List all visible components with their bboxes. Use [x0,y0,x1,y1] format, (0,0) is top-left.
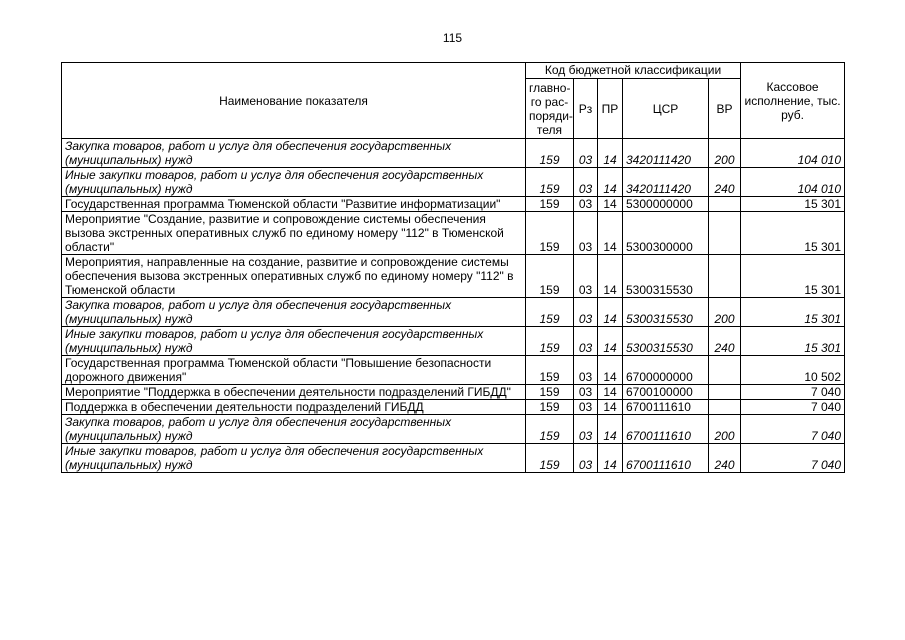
cell-csr: 3420111420 [623,139,709,168]
cell-vr [709,212,741,255]
cell-glavny: 159 [526,298,574,327]
cell-pr: 14 [598,385,623,400]
table-row [62,356,845,385]
header-row-top [62,63,845,79]
cell-vr: 200 [709,415,741,444]
table-body [62,139,845,473]
cell-glavny: 159 [526,444,574,473]
cell-rz: 03 [574,327,598,356]
table-row [62,385,845,400]
table-row [62,400,845,415]
cell-amount: 7 040 [741,415,845,444]
cell-rz: 03 [574,139,598,168]
cell-vr [709,197,741,212]
cell-vr [709,356,741,385]
header-rz: Рз [574,79,598,139]
cell-vr [709,385,741,400]
cell-csr: 5300315530 [623,327,709,356]
cell-name: Иные закупки товаров, работ и услуг для обеспечения государственных (муниципальных) нужд [62,444,526,473]
cell-amount: 104 010 [741,168,845,197]
cell-csr: 6700100000 [623,385,709,400]
cell-vr: 240 [709,327,741,356]
cell-amount: 15 301 [741,327,845,356]
cell-name: Иные закупки товаров, работ и услуг для обеспечения государственных (муниципальных) нужд [62,327,526,356]
table-row [62,298,845,327]
table-row [62,255,845,298]
table-row [62,444,845,473]
cell-amount: 10 502 [741,356,845,385]
cell-pr: 14 [598,444,623,473]
cell-csr: 3420111420 [623,168,709,197]
cell-glavny: 159 [526,415,574,444]
cell-vr: 240 [709,168,741,197]
cell-rz: 03 [574,255,598,298]
table-header [62,63,845,139]
cell-csr: 6700111610 [623,444,709,473]
cell-name: Поддержка в обеспечении деятельности подразделений ГИБДД [62,400,526,415]
cell-rz: 03 [574,385,598,400]
cell-name: Закупка товаров, работ и услуг для обеспечения государственных (муниципальных) нужд [62,298,526,327]
cell-pr: 14 [598,400,623,415]
cell-glavny: 159 [526,327,574,356]
cell-name: Мероприятие "Поддержка в обеспечении деятельности подразделений ГИБДД" [62,385,526,400]
cell-glavny: 159 [526,400,574,415]
table-row [62,415,845,444]
header-name: Наименование показателя [62,63,526,139]
cell-glavny: 159 [526,356,574,385]
page-number: 115 [442,31,463,45]
cell-pr: 14 [598,212,623,255]
table-row [62,327,845,356]
header-csr: ЦСР [623,79,709,139]
cell-pr: 14 [598,168,623,197]
cell-name: Государственная программа Тюменской области "Развитие информатизации" [62,197,526,212]
cell-name: Закупка товаров, работ и услуг для обеспечения государственных (муниципальных) нужд [62,415,526,444]
cell-name: Государственная программа Тюменской области "Повышение безопасности дорожного движения" [62,356,526,385]
cell-glavny: 159 [526,212,574,255]
cell-amount: 15 301 [741,298,845,327]
cell-rz: 03 [574,400,598,415]
cell-rz: 03 [574,356,598,385]
cell-vr: 200 [709,298,741,327]
header-amount: Кассовое исполнение, тыс. руб. [741,63,845,139]
header-vr: ВР [709,79,741,139]
cell-name: Мероприятия, направленные на создание, развитие и сопровождение системы обеспечения вызова экстренных оперативных служб по единому номеру "112" в Тюменской области [62,255,526,298]
cell-amount: 104 010 [741,139,845,168]
table-row [62,197,845,212]
cell-amount: 15 301 [741,197,845,212]
cell-amount: 7 040 [741,400,845,415]
cell-vr: 240 [709,444,741,473]
cell-pr: 14 [598,255,623,298]
cell-csr: 5300315530 [623,298,709,327]
cell-glavny: 159 [526,255,574,298]
cell-csr: 5300300000 [623,212,709,255]
cell-rz: 03 [574,168,598,197]
cell-amount: 7 040 [741,385,845,400]
cell-glavny: 159 [526,385,574,400]
cell-vr [709,400,741,415]
cell-pr: 14 [598,139,623,168]
header-glavny: главно-го рас-поряди-теля [526,79,574,139]
cell-rz: 03 [574,298,598,327]
cell-name: Мероприятие "Создание, развитие и сопровождение системы обеспечения вызова экстренных оперативных служб по единому номеру "112" в Тюменской области" [62,212,526,255]
cell-pr: 14 [598,327,623,356]
cell-glavny: 159 [526,168,574,197]
cell-pr: 14 [598,415,623,444]
budget-table [61,62,845,473]
table-row [62,139,845,168]
cell-glavny: 159 [526,197,574,212]
cell-csr: 6700111610 [623,415,709,444]
cell-name: Иные закупки товаров, работ и услуг для обеспечения государственных (муниципальных) нужд [62,168,526,197]
cell-csr: 6700111610 [623,400,709,415]
cell-vr: 200 [709,139,741,168]
cell-rz: 03 [574,415,598,444]
table-row [62,212,845,255]
cell-amount: 15 301 [741,255,845,298]
cell-pr: 14 [598,197,623,212]
cell-amount: 7 040 [741,444,845,473]
cell-rz: 03 [574,197,598,212]
cell-rz: 03 [574,212,598,255]
cell-amount: 15 301 [741,212,845,255]
header-pr: ПР [598,79,623,139]
cell-pr: 14 [598,298,623,327]
cell-rz: 03 [574,444,598,473]
table-row [62,168,845,197]
cell-csr: 5300000000 [623,197,709,212]
cell-glavny: 159 [526,139,574,168]
cell-vr [709,255,741,298]
cell-csr: 6700000000 [623,356,709,385]
cell-name: Закупка товаров, работ и услуг для обеспечения государственных (муниципальных) нужд [62,139,526,168]
cell-csr: 5300315530 [623,255,709,298]
header-classification-group: Код бюджетной классификации [526,63,741,79]
cell-pr: 14 [598,356,623,385]
